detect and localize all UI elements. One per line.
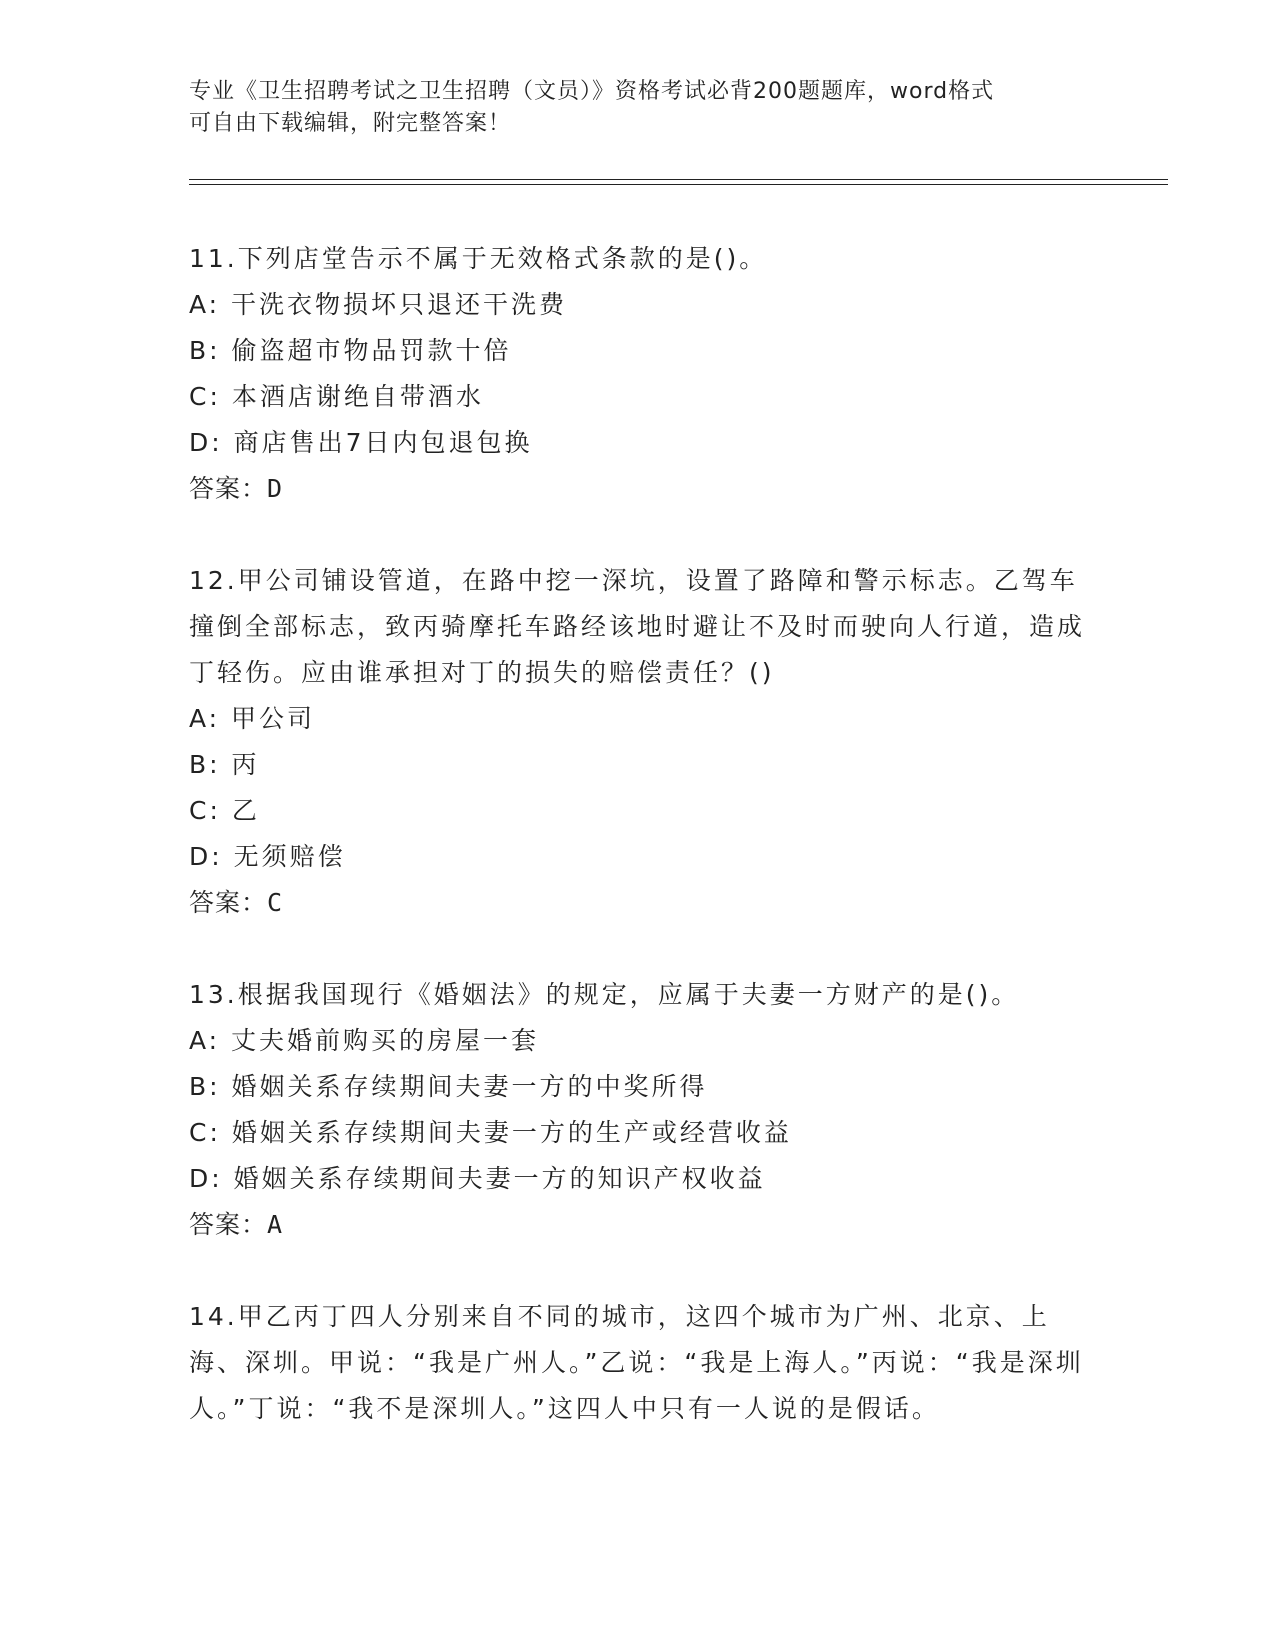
option-d: D: 商店售出7日内包退包换: [189, 428, 533, 457]
question-list: [189, 236, 1089, 1478]
option-a: A: 干洗衣物损坏只退还干洗费: [189, 290, 568, 319]
option-d: D: 婚姻关系存续期间夫妻一方的知识产权收益: [189, 1164, 766, 1193]
question-14: [189, 1294, 1089, 1432]
option-a: A: 丈夫婚前购买的房屋一套: [189, 1026, 540, 1055]
option-c: C: 乙: [189, 796, 260, 825]
question-stem: 13.根据我国现行《婚姻法》的规定，应属于夫妻一方财产的是()。: [189, 980, 1020, 1009]
answer: 答案：D: [189, 474, 284, 503]
document-header: [189, 76, 1089, 140]
option-b: B: 偷盗超市物品罚款十倍: [189, 336, 512, 365]
question-12: [189, 558, 1089, 926]
header-rule-bottom: [189, 184, 1168, 185]
option-d: D: 无须赔偿: [189, 842, 346, 871]
question-stem: 14.甲乙丙丁四人分别来自不同的城市，这四个城市为广州、北京、上海、深圳。甲说：“我是广州人。”乙说：“我是上海人。”丙说：“我是深圳人。”丁说：“我不是深圳人。”这四人中只有一人说的是假话。: [189, 1302, 1084, 1423]
option-c: C: 婚姻关系存续期间夫妻一方的生产或经营收益: [189, 1118, 792, 1147]
option-a: A: 甲公司: [189, 704, 316, 733]
question-11: [189, 236, 1089, 512]
answer: 答案：A: [189, 1210, 284, 1239]
answer: 答案：C: [189, 888, 284, 917]
question-stem: 11.下列店堂告示不属于无效格式条款的是()。: [189, 244, 768, 273]
question-stem: 12.甲公司铺设管道，在路中挖一深坑，设置了路障和警示标志。乙驾车撞倒全部标志，致丙骑摩托车路经该地时避让不及时而驶向人行道，造成丁轻伤。应由谁承担对丁的损失的赔偿责任？(): [189, 566, 1086, 687]
header-line-2: 可自由下载编辑，附完整答案！: [189, 111, 512, 136]
header-rule-top: [189, 179, 1168, 180]
question-13: [189, 972, 1089, 1248]
option-b: B: 丙: [189, 750, 260, 779]
option-c: C: 本酒店谢绝自带酒水: [189, 382, 484, 411]
header-line-1: 专业《卫生招聘考试之卫生招聘（文员）》资格考试必背200题题库，word格式: [189, 79, 995, 104]
option-b: B: 婚姻关系存续期间夫妻一方的中奖所得: [189, 1072, 708, 1101]
